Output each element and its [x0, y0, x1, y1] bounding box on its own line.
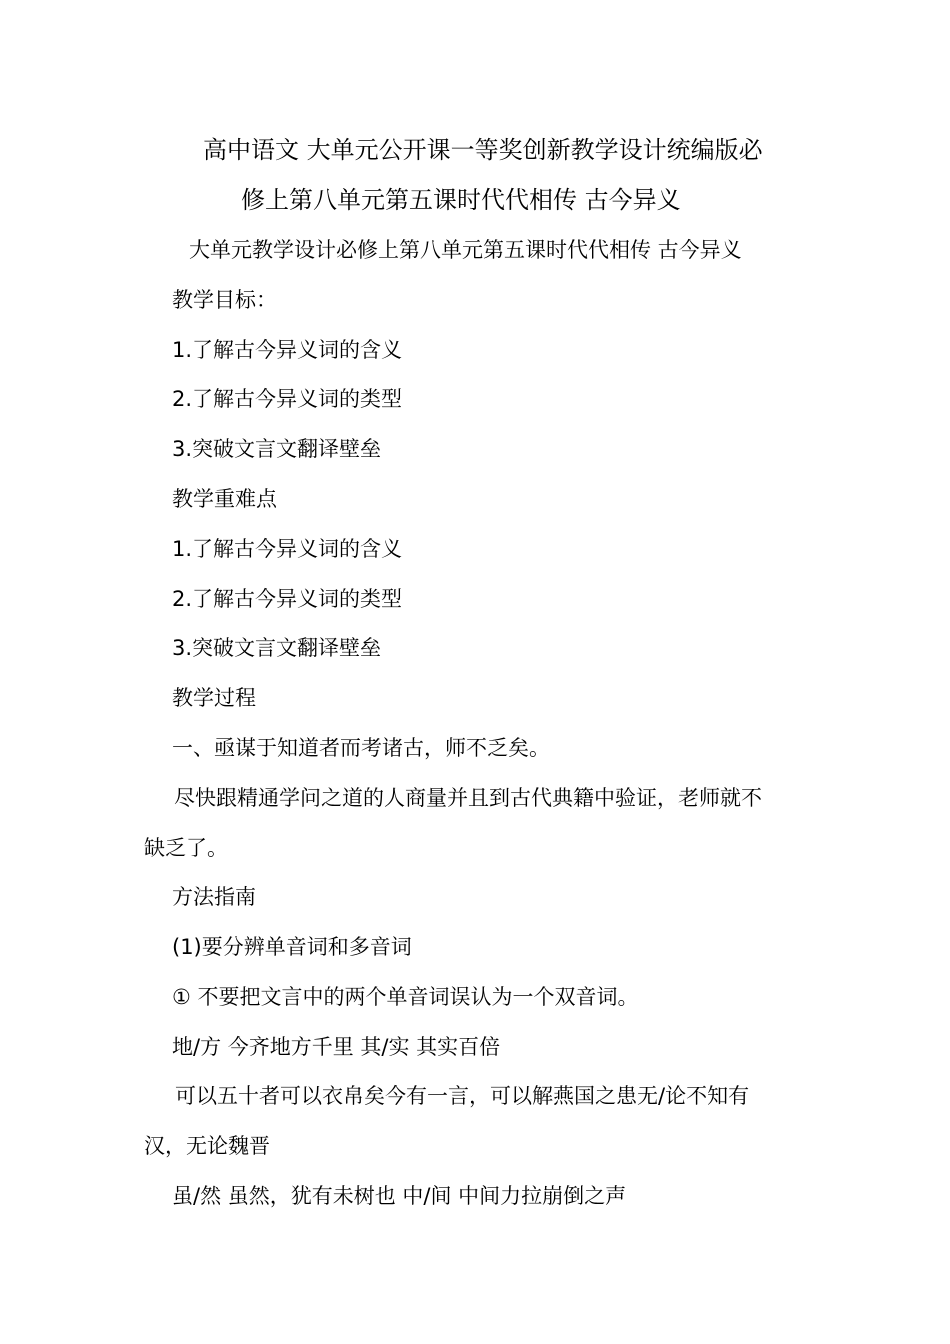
method-point-1-sub: ① 不要把文言中的两个单音词误认为一个双音词。 [172, 985, 639, 1009]
example-line-2: 可以五十者可以衣帛矣今有一言，可以解燕国之患无/论不知有 [175, 1084, 750, 1108]
example-line-3: 虽/然 虽然，犹有未树也 中/间 中间力拉崩倒之声 [172, 1184, 627, 1208]
key-point-item: 1.了解古今异义词的含义 [172, 537, 403, 561]
goal-item: 2.了解古今异义词的类型 [172, 387, 403, 411]
document-title-line-2: 修上第八单元第五课时代代相传 古今异义 [241, 186, 681, 214]
method-heading: 方法指南 [172, 885, 256, 909]
goal-item: 1.了解古今异义词的含义 [172, 338, 403, 362]
goals-heading: 教学目标： [172, 288, 277, 312]
document-title-line-1: 高中语文 大单元公开课一等奖创新教学设计统编版必 [203, 136, 763, 164]
key-point-item: 2.了解古今异义词的类型 [172, 587, 403, 611]
section-1-paragraph-line-1: 尽快跟精通学问之道的人商量并且到古代典籍中验证，老师就不 [174, 786, 762, 810]
method-point-1: (1)要分辨单音词和多音词 [172, 935, 412, 959]
example-line-1: 地/方 今齐地方千里 其/实 其实百倍 [172, 1035, 501, 1059]
document-subtitle: 大单元教学设计必修上第八单元第五课时代代相传 古今异义 [189, 238, 742, 262]
section-1-paragraph-line-2: 缺乏了。 [144, 836, 228, 860]
example-line-2-continued: 汉，无论魏晋 [144, 1134, 270, 1158]
process-heading: 教学过程 [172, 686, 256, 710]
key-point-item: 3.突破文言文翻译壁垒 [172, 636, 382, 660]
key-points-heading: 教学重难点 [172, 487, 277, 511]
section-1-title: 一、亟谋于知道者而考诸古，师不乏矣。 [172, 736, 550, 760]
goal-item: 3.突破文言文翻译壁垒 [172, 437, 382, 461]
